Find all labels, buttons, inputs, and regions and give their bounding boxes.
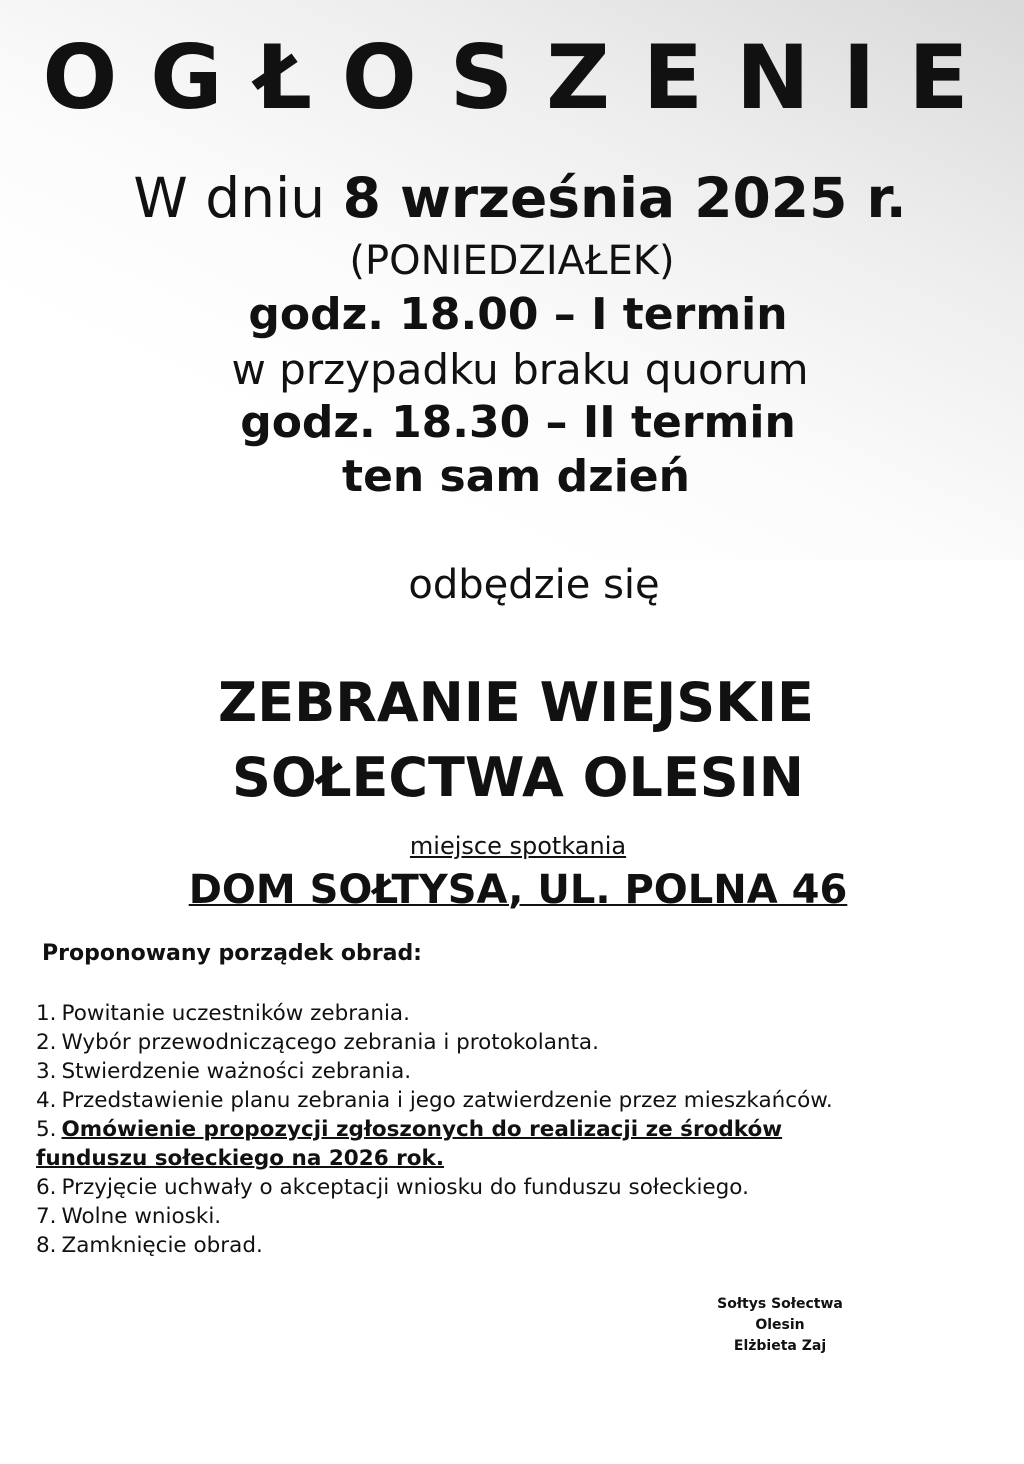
- agenda-list: [36, 999, 996, 1260]
- agenda-item-number: 4.: [36, 1088, 57, 1113]
- agenda-item-text: Powitanie uczestników zebrania.: [61, 1001, 410, 1026]
- signature-role: Sołtys Sołectwa: [717, 1296, 843, 1312]
- agenda-item: [36, 1231, 996, 1260]
- agenda-item-text: Wolne wnioski.: [61, 1204, 222, 1229]
- agenda-item-highlighted: [36, 1115, 996, 1173]
- quorum-note: w przypadku braku quorum: [231, 345, 809, 394]
- agenda-item-number: 7.: [36, 1204, 57, 1229]
- same-day-note: ten sam dzień: [342, 451, 690, 502]
- notice-title: OGŁOSZENIE: [42, 26, 1002, 129]
- date-prefix: W dniu: [133, 166, 343, 230]
- agenda-item: [36, 1086, 996, 1115]
- agenda-item: [36, 1202, 996, 1231]
- agenda-item-text: Stwierdzenie ważności zebrania.: [61, 1059, 412, 1084]
- agenda-item-text: Przyjęcie uchwały o akceptacji wniosku do funduszu sołeckiego.: [61, 1175, 749, 1200]
- date-value: 8 września 2025 r.: [342, 166, 907, 230]
- meeting-name-line1: ZEBRANIE WIEJSKIE: [218, 671, 814, 734]
- venue-label: miejsce spotkania: [409, 832, 627, 860]
- first-term: godz. 18.00 – I termin: [248, 289, 788, 340]
- meeting-date: [0, 163, 1024, 233]
- agenda-item: [36, 1028, 996, 1057]
- agenda-item-text: Zamknięcie obrad.: [61, 1233, 263, 1258]
- agenda-item: [36, 1173, 996, 1202]
- agenda-item-number: 5.: [36, 1117, 57, 1142]
- agenda-item: [36, 999, 996, 1028]
- agenda-item: [36, 1057, 996, 1086]
- meeting-name-line2: SOŁECTWA OLESIN: [232, 746, 804, 809]
- weekday: (PONIEDZIAŁEK): [349, 238, 675, 284]
- agenda-item-number: 3.: [36, 1059, 57, 1084]
- venue-address: DOM SOŁTYSA, UL. POLNA 46: [188, 867, 848, 913]
- agenda-item-text: Wybór przewodniczącego zebrania i protokolanta.: [61, 1030, 599, 1055]
- agenda-item-number: 6.: [36, 1175, 57, 1200]
- signature-block: [690, 1294, 870, 1357]
- takes-place-text: odbędzie się: [408, 562, 660, 608]
- signature-name: Elżbieta Zaj: [733, 1338, 827, 1354]
- agenda-item-text-line2: funduszu sołeckiego na 2026 rok.: [36, 1146, 444, 1171]
- agenda-item-number: 8.: [36, 1233, 57, 1258]
- agenda-item-number: 2.: [36, 1030, 57, 1055]
- signature-village: Olesin: [755, 1317, 805, 1333]
- agenda-item-number: 1.: [36, 1001, 57, 1026]
- agenda-item-text: Przedstawienie planu zebrania i jego zatwierdzenie przez mieszkańców.: [61, 1088, 833, 1113]
- agenda-heading: Proponowany porządek obrad:: [42, 941, 422, 966]
- agenda-item-text-line1: Omówienie propozycji zgłoszonych do realizacji ze środków: [61, 1117, 783, 1142]
- second-term: godz. 18.30 – II termin: [240, 397, 796, 448]
